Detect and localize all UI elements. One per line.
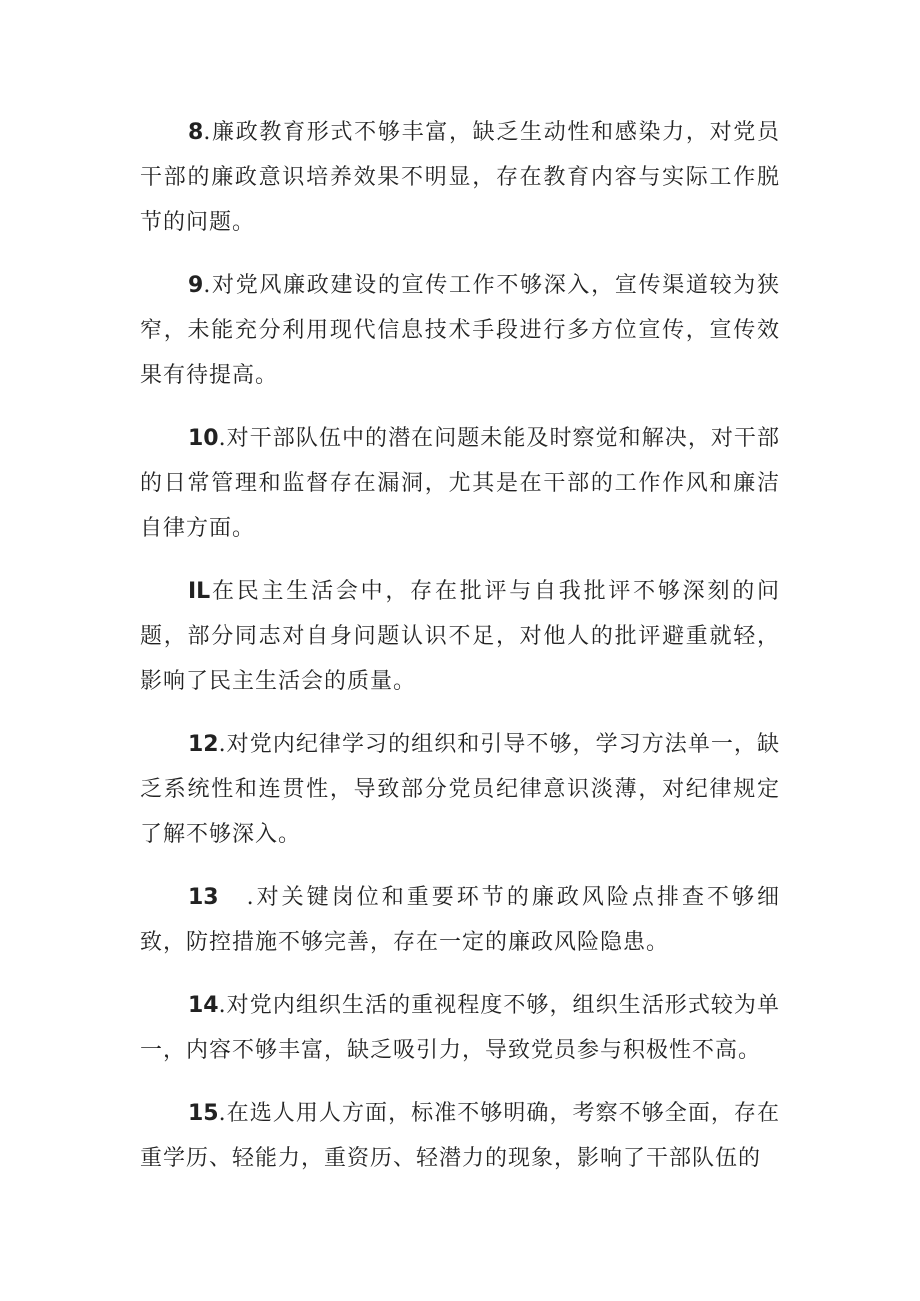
paragraph-text: .在选人用人方面，标准不够明确，考察不够全面，存在重学历、轻能力，重资历、轻潜力的现象，影响了干部队伍的	[140, 1101, 780, 1171]
paragraph-12	[140, 722, 780, 857]
document-body	[140, 110, 780, 1199]
paragraph-text: .对干部队伍中的潜在问题未能及时察觉和解决，对干部的日常管理和监督存在漏洞，尤其是在干部的工作作风和廉洁自律方面。	[140, 426, 780, 541]
paragraph-10	[140, 416, 780, 551]
paragraph-text: .对党内纪律学习的组织和引导不够，学习方法单一，缺乏系统性和连贯性，导致部分党员纪律意识淡薄，对纪律规定了解不够深入。	[140, 732, 780, 847]
paragraph-number: 15	[188, 1101, 219, 1126]
paragraph-9	[140, 263, 780, 398]
paragraph-text: .对党风廉政建设的宣传工作不够深入，宣传渠道较为狭窄，未能充分利用现代信息技术手段进行多方位宣传，宣传效果有待提高。	[140, 273, 780, 388]
paragraph-number: IL	[188, 579, 211, 604]
paragraph-14	[140, 983, 780, 1073]
paragraph-number: 9	[188, 273, 204, 298]
paragraph-11	[140, 569, 780, 704]
paragraph-number: 8	[188, 120, 204, 145]
paragraph-number: 13	[188, 885, 219, 910]
paragraph-text: 在民主生活会中，存在批评与自我批评不够深刻的问题，部分同志对自身问题认识不足，对他人的批评避重就轻，影响了民主生活会的质量。	[140, 579, 780, 694]
paragraph-text: .对党内组织生活的重视程度不够，组织生活形式较为单一，内容不够丰富，缺乏吸引力，导致党员参与积极性不高。	[140, 993, 780, 1063]
paragraph-text: .廉政教育形式不够丰富，缺乏生动性和感染力，对党员干部的廉政意识培养效果不明显，存在教育内容与实际工作脱节的问题。	[140, 120, 780, 235]
paragraph-number: 12	[188, 732, 219, 757]
paragraph-13	[140, 875, 780, 965]
paragraph-15	[140, 1091, 780, 1181]
paragraph-number: 14	[188, 993, 219, 1018]
paragraph-8	[140, 110, 780, 245]
paragraph-number: 10	[188, 426, 219, 451]
paragraph-text: .对关键岗位和重要环节的廉政风险点排查不够细致，防控措施不够完善，存在一定的廉政风险隐患。	[140, 885, 780, 955]
